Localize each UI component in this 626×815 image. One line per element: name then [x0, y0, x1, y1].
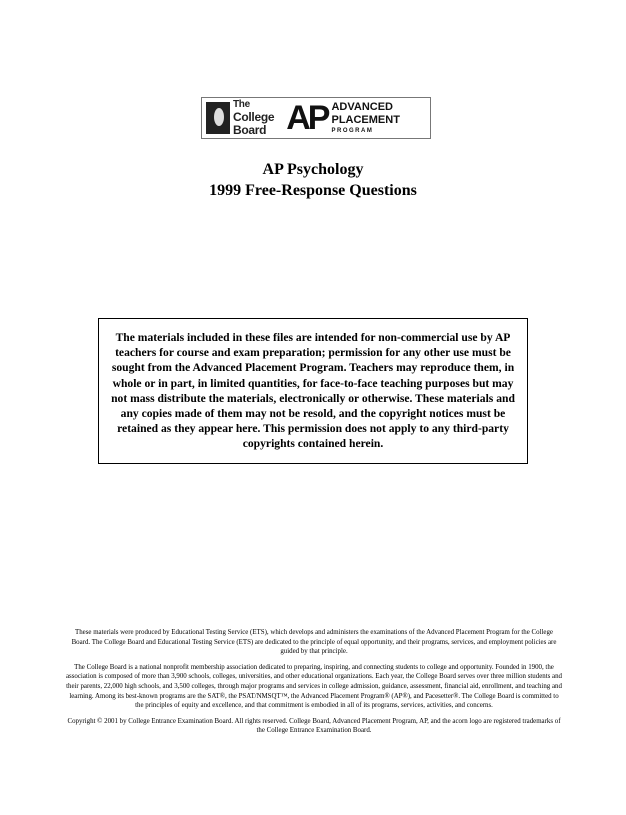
usage-notice-box: The materials included in these files are intended for non-commercial use by AP teachers for course and exam preparation; permission for any other use must be sought from the Advanced Placement Program. Teachers may reproduce them, in whole or in part, in limited quantities, for face-to-face teaching purposes but may not mass distribute the materials, electronically or otherwise. These materials and any copies made of them may not be resold, and the copyright notices must be retained as they appear here. This permission does not apply to any third-party copyrights contained herein.: [98, 318, 528, 464]
footer: [66, 628, 562, 742]
document-subtitle: 1999 Free-Response Questions: [209, 182, 417, 199]
logo-text-college: College: [233, 110, 275, 124]
logo-text-program: PROGRAM: [331, 128, 374, 134]
footer-college-board-paragraph: The College Board is a national nonprofit membership association dedicated to preparing, inspiring, and connecting students to college and opportunity. Founded in 1900, the association is composed of more than 3,900 schools, colleges, universities, and other educational organizations. Each year, the College Board serves over three million students and their parents, 22,000 high schools, and 3,500 colleges, through major programs and services in college admission, guidance, assessment, financial aid, enrollment, and teaching and learning. Among its best-known programs are the SAT®, the PSAT/NMSQT™, the Advanced Placement Program® (AP®), and Pacesetter®. The College Board is committed to the principles of equity and excellence, and that commitment is embodied in all of its programs, services, activities, and concerns.: [66, 663, 562, 710]
college-board-ap-logo: [201, 97, 431, 139]
college-board-wordmark: [233, 99, 274, 137]
ap-program-wordmark: [331, 101, 399, 135]
logo-text-board: Board: [233, 123, 267, 137]
document-title: AP Psychology: [262, 161, 364, 178]
footer-ets-paragraph: These materials were produced by Educational Testing Service (ETS), which develops and administers the examinations of the Advanced Placement Program for the College Board. The College Board and Educational Testing Service (ETS) are dedicated to the principle of equal opportunity, and their programs, services, and employment policies are guided by that principle.: [71, 629, 557, 656]
logo-text-advanced: ADVANCED: [331, 101, 394, 113]
acorn-icon: [206, 102, 230, 134]
logo-text-placement: PLACEMENT: [331, 114, 400, 126]
footer-copyright: Copyright © 2001 by College Entrance Examination Board. All rights reserved. College Board, Advanced Placement Program, AP, and the acorn logo are registered trademarks of the College Entrance Examination Board.: [67, 717, 561, 735]
logo-text-the: The: [233, 99, 250, 110]
ap-wordmark: AP: [286, 99, 328, 137]
